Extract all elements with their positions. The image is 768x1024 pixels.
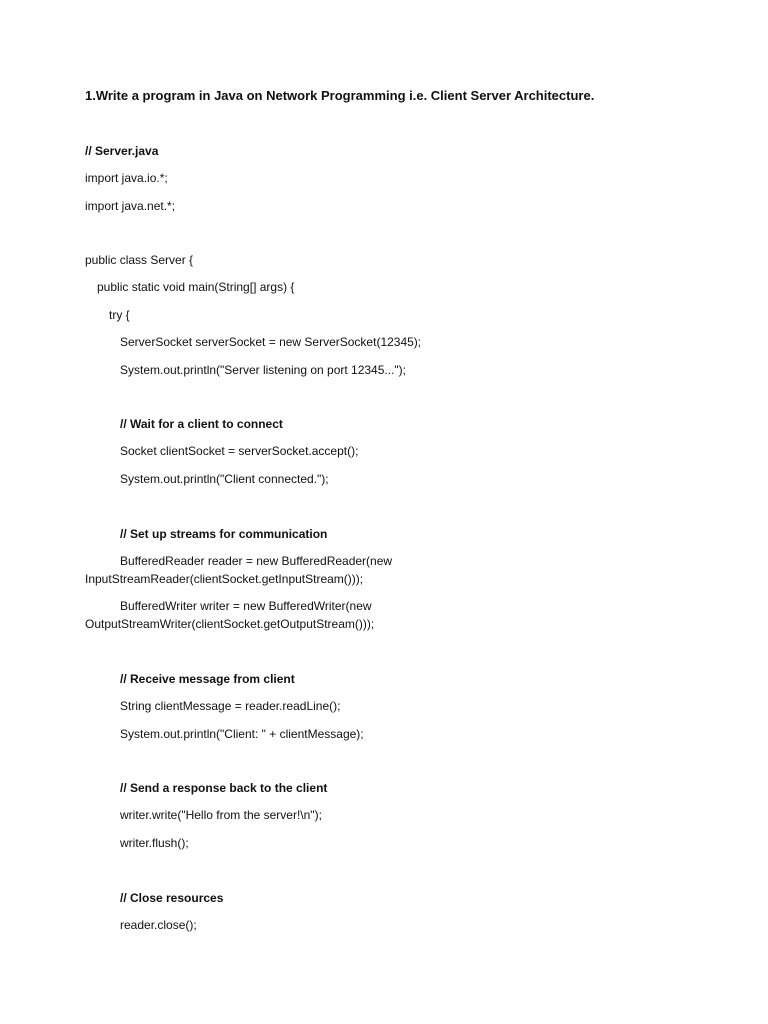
code-line-writer-write: writer.write("Hello from the server!\n"); [120,808,322,822]
code-line-reader-part2: InputStreamReader(clientSocket.getInputStream())); [85,572,364,586]
code-line-writer-part1: BufferedWriter writer = new BufferedWriter(new [120,599,372,613]
code-line-reader-part1: BufferedReader reader = new BufferedReader(new [120,554,393,568]
code-line-class-declaration: public class Server { [85,253,194,267]
comment-set-up-streams: // Set up streams for communication [120,527,328,541]
code-line-print-connected: System.out.println("Client connected."); [120,472,329,486]
code-line-writer-part2: OutputStreamWriter(clientSocket.getOutputStream())); [85,617,375,631]
code-line-import-io: import java.io.*; [85,171,168,185]
comment-send-response: // Send a response back to the client [120,781,328,795]
code-line-try: try { [109,308,130,322]
code-line-print-client: System.out.println("Client: " + clientMessage); [120,727,364,741]
document-heading: 1.Write a program in Java on Network Programming i.e. Client Server Architecture. [85,88,595,103]
code-line-main-declaration: public static void main(String[] args) { [97,280,295,294]
code-line-import-net: import java.net.*; [85,199,176,213]
code-line-read-message: String clientMessage = reader.readLine(); [120,699,341,713]
comment-close-resources: // Close resources [120,891,224,905]
code-line-reader-close: reader.close(); [120,918,197,932]
code-line-writer-flush: writer.flush(); [120,836,189,850]
code-line-print-listening: System.out.println("Server listening on port 12345..."); [120,363,406,377]
file-comment: // Server.java [85,144,159,158]
comment-wait-for-client: // Wait for a client to connect [120,417,283,431]
comment-receive-message: // Receive message from client [120,672,295,686]
code-line-server-socket: ServerSocket serverSocket = new ServerSocket(12345); [120,335,422,349]
code-line-client-socket: Socket clientSocket = serverSocket.accept(); [120,444,359,458]
